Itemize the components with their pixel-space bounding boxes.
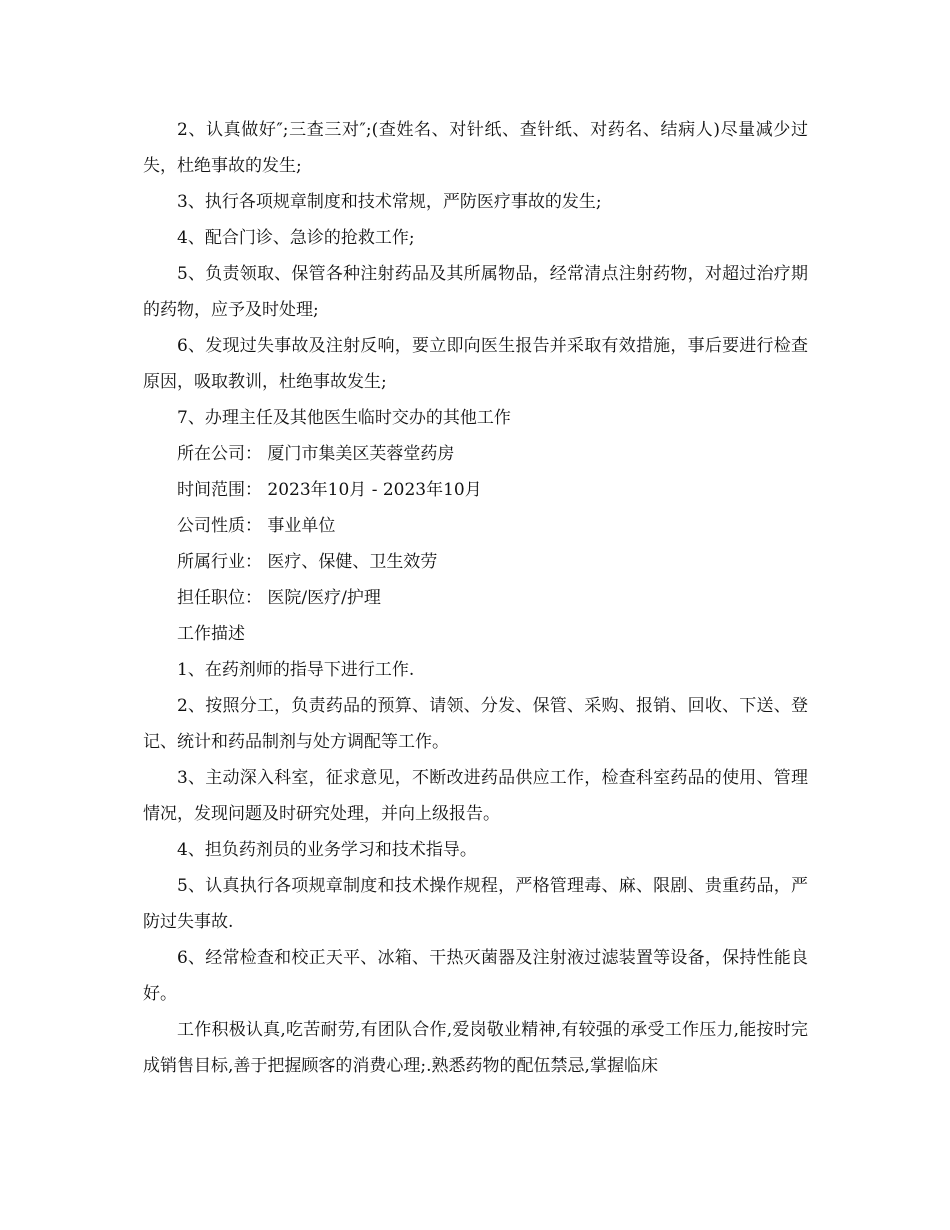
industry-line: 所属行业： 医疗、保健、卫生效劳 (177, 552, 438, 572)
paragraph-duty-5: 5、负责领取、保管各种注射药品及其所属物品，经常清点注射药物，对超过治疗期的药物，应予及时处理; (143, 264, 808, 320)
paragraph-duty-3: 3、执行各项规章制度和技术常规，严防医疗事故的发生; (177, 192, 602, 212)
paragraph-task-3: 3、主动深入科室，征求意见，不断改进药品供应工作，检查科室药品的使用、管理情况，发现问题及时研究处理，并向上级报告。 (143, 768, 808, 824)
paragraph-task-5: 5、认真执行各项规章制度和技术操作规程，严格管理毒、麻、限剧、贵重药品，严防过失事故. (143, 876, 808, 932)
paragraph-duty-6: 6、发现过失事故及注射反响，要立即向医生报告并采取有效措施，事后要进行检查原因，吸取教训，杜绝事故发生; (143, 336, 808, 392)
paragraph-self-evaluation: 工作积极认真,吃苦耐劳,有团队合作,爱岗敬业精神,有较强的承受工作压力,能按时完成销售目标,善于把握顾客的消费心理;.熟悉药物的配伍禁忌,掌握临床 (143, 1020, 808, 1076)
document-body (143, 112, 808, 1084)
paragraph-task-2: 2、按照分工，负责药品的预算、请领、分发、保管、采购、报销、回收、下送、登记、统计和药品制剂与处方调配等工作。 (143, 696, 808, 752)
paragraph-duty-7: 7、办理主任及其他医生临时交办的其他工作 (177, 408, 511, 428)
company-line: 所在公司： 厦门市集美区芙蓉堂药房 (177, 444, 455, 464)
paragraph-duty-2: 2、认真做好″;三查三对″;(查姓名、对针纸、查针纸、对药名、结病人)尽量减少过失，杜绝事故的发生; (143, 120, 808, 176)
paragraph-task-4: 4、担负药剂员的业务学习和技术指导。 (177, 840, 477, 860)
time-range-line: 时间范围： 2023年10月 - 2023年10月 (177, 480, 482, 500)
position-line: 担任职位： 医院/医疗/护理 (177, 588, 381, 608)
paragraph-task-6: 6、经常检查和校正天平、冰箱、干热灭菌器及注射液过滤装置等设备，保持性能良好。 (143, 948, 808, 1004)
paragraph-task-1: 1、在药剂师的指导下进行工作. (177, 660, 415, 680)
paragraph-duty-4: 4、配合门诊、急诊的抢救工作; (177, 228, 415, 248)
job-description-heading: 工作描述 (177, 624, 245, 644)
company-type-line: 公司性质： 事业单位 (177, 516, 336, 536)
